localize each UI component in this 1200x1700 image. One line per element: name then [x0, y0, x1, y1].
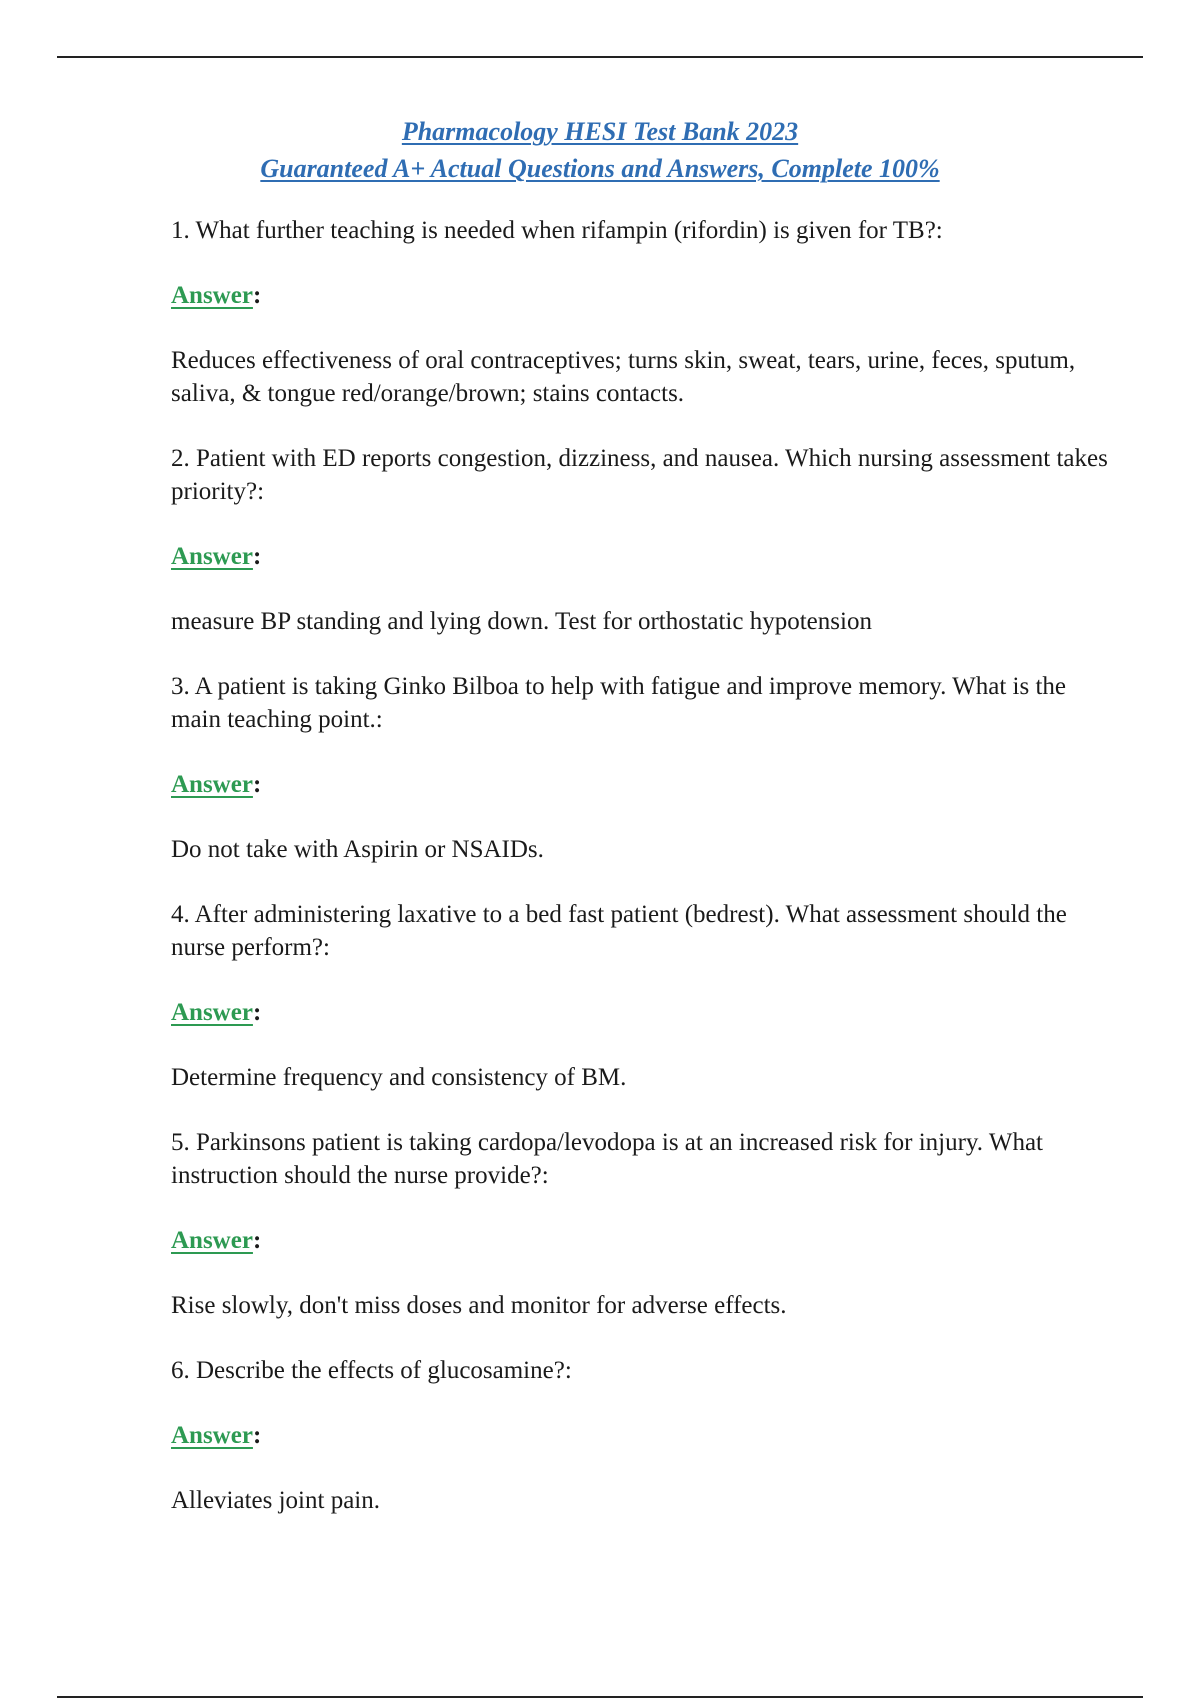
answer-label-6 [171, 1419, 1111, 1452]
answer-colon: : [252, 1227, 262, 1254]
answer-colon: : [252, 771, 262, 798]
answer-word: Answer [171, 282, 253, 309]
question-5: 5. Parkinsons patient is taking cardopa/levodopa is at an increased risk for injury. What instruction should the nurse provide?: [171, 1129, 1043, 1189]
answer-1: Reduces effectiveness of oral contraceptives; turns skin, sweat, tears, urine, feces, sputum, saliva, & tongue red/orange/brown; stains contacts. [171, 347, 1076, 407]
answer-colon: : [252, 543, 262, 570]
answer-label-1 [171, 279, 1111, 312]
qa-item-2 [171, 442, 1111, 638]
answer-label-5 [171, 1224, 1111, 1257]
answer-word: Answer [171, 999, 253, 1026]
title-line-2: Guaranteed A+ Actual Questions and Answers, Complete 100% [260, 154, 940, 183]
document-title [0, 113, 1200, 187]
top-rule [57, 56, 1143, 58]
qa-item-4 [171, 898, 1111, 1094]
answer-5: Rise slowly, don't miss doses and monitor for adverse effects. [171, 1292, 787, 1319]
answer-word: Answer [171, 1227, 253, 1254]
title-line-1: Pharmacology HESI Test Bank 2023 [401, 117, 799, 146]
answer-colon: : [252, 282, 262, 309]
question-1: 1. What further teaching is needed when rifampin (rifordin) is given for TB?: [171, 217, 943, 244]
answer-label-3 [171, 768, 1111, 801]
answer-word: Answer [171, 1422, 253, 1449]
question-2: 2. Patient with ED reports congestion, dizziness, and nausea. Which nursing assessment takes priority?: [171, 445, 1108, 505]
answer-colon: : [252, 999, 262, 1026]
answer-label-4 [171, 996, 1111, 1029]
question-3: 3. A patient is taking Ginko Bilboa to help with fatigue and improve memory. What is the main teaching point.: [171, 673, 1066, 733]
qa-item-6 [171, 1354, 1111, 1517]
qa-item-1 [171, 214, 1111, 410]
answer-6: Alleviates joint pain. [171, 1487, 380, 1514]
qa-item-3 [171, 670, 1111, 866]
answer-label-2 [171, 540, 1111, 573]
answer-3: Do not take with Aspirin or NSAIDs. [171, 836, 544, 863]
question-6: 6. Describe the effects of glucosamine?: [171, 1357, 572, 1384]
answer-word: Answer [171, 771, 253, 798]
answer-colon: : [252, 1422, 262, 1449]
bottom-rule [57, 1696, 1143, 1698]
answer-2: measure BP standing and lying down. Test for orthostatic hypotension [171, 608, 872, 635]
qa-list [171, 214, 1111, 1549]
answer-word: Answer [171, 543, 253, 570]
answer-4: Determine frequency and consistency of BM. [171, 1064, 627, 1091]
question-4: 4. After administering laxative to a bed fast patient (bedrest). What assessment should the nurse perform?: [171, 901, 1067, 961]
qa-item-5 [171, 1126, 1111, 1322]
